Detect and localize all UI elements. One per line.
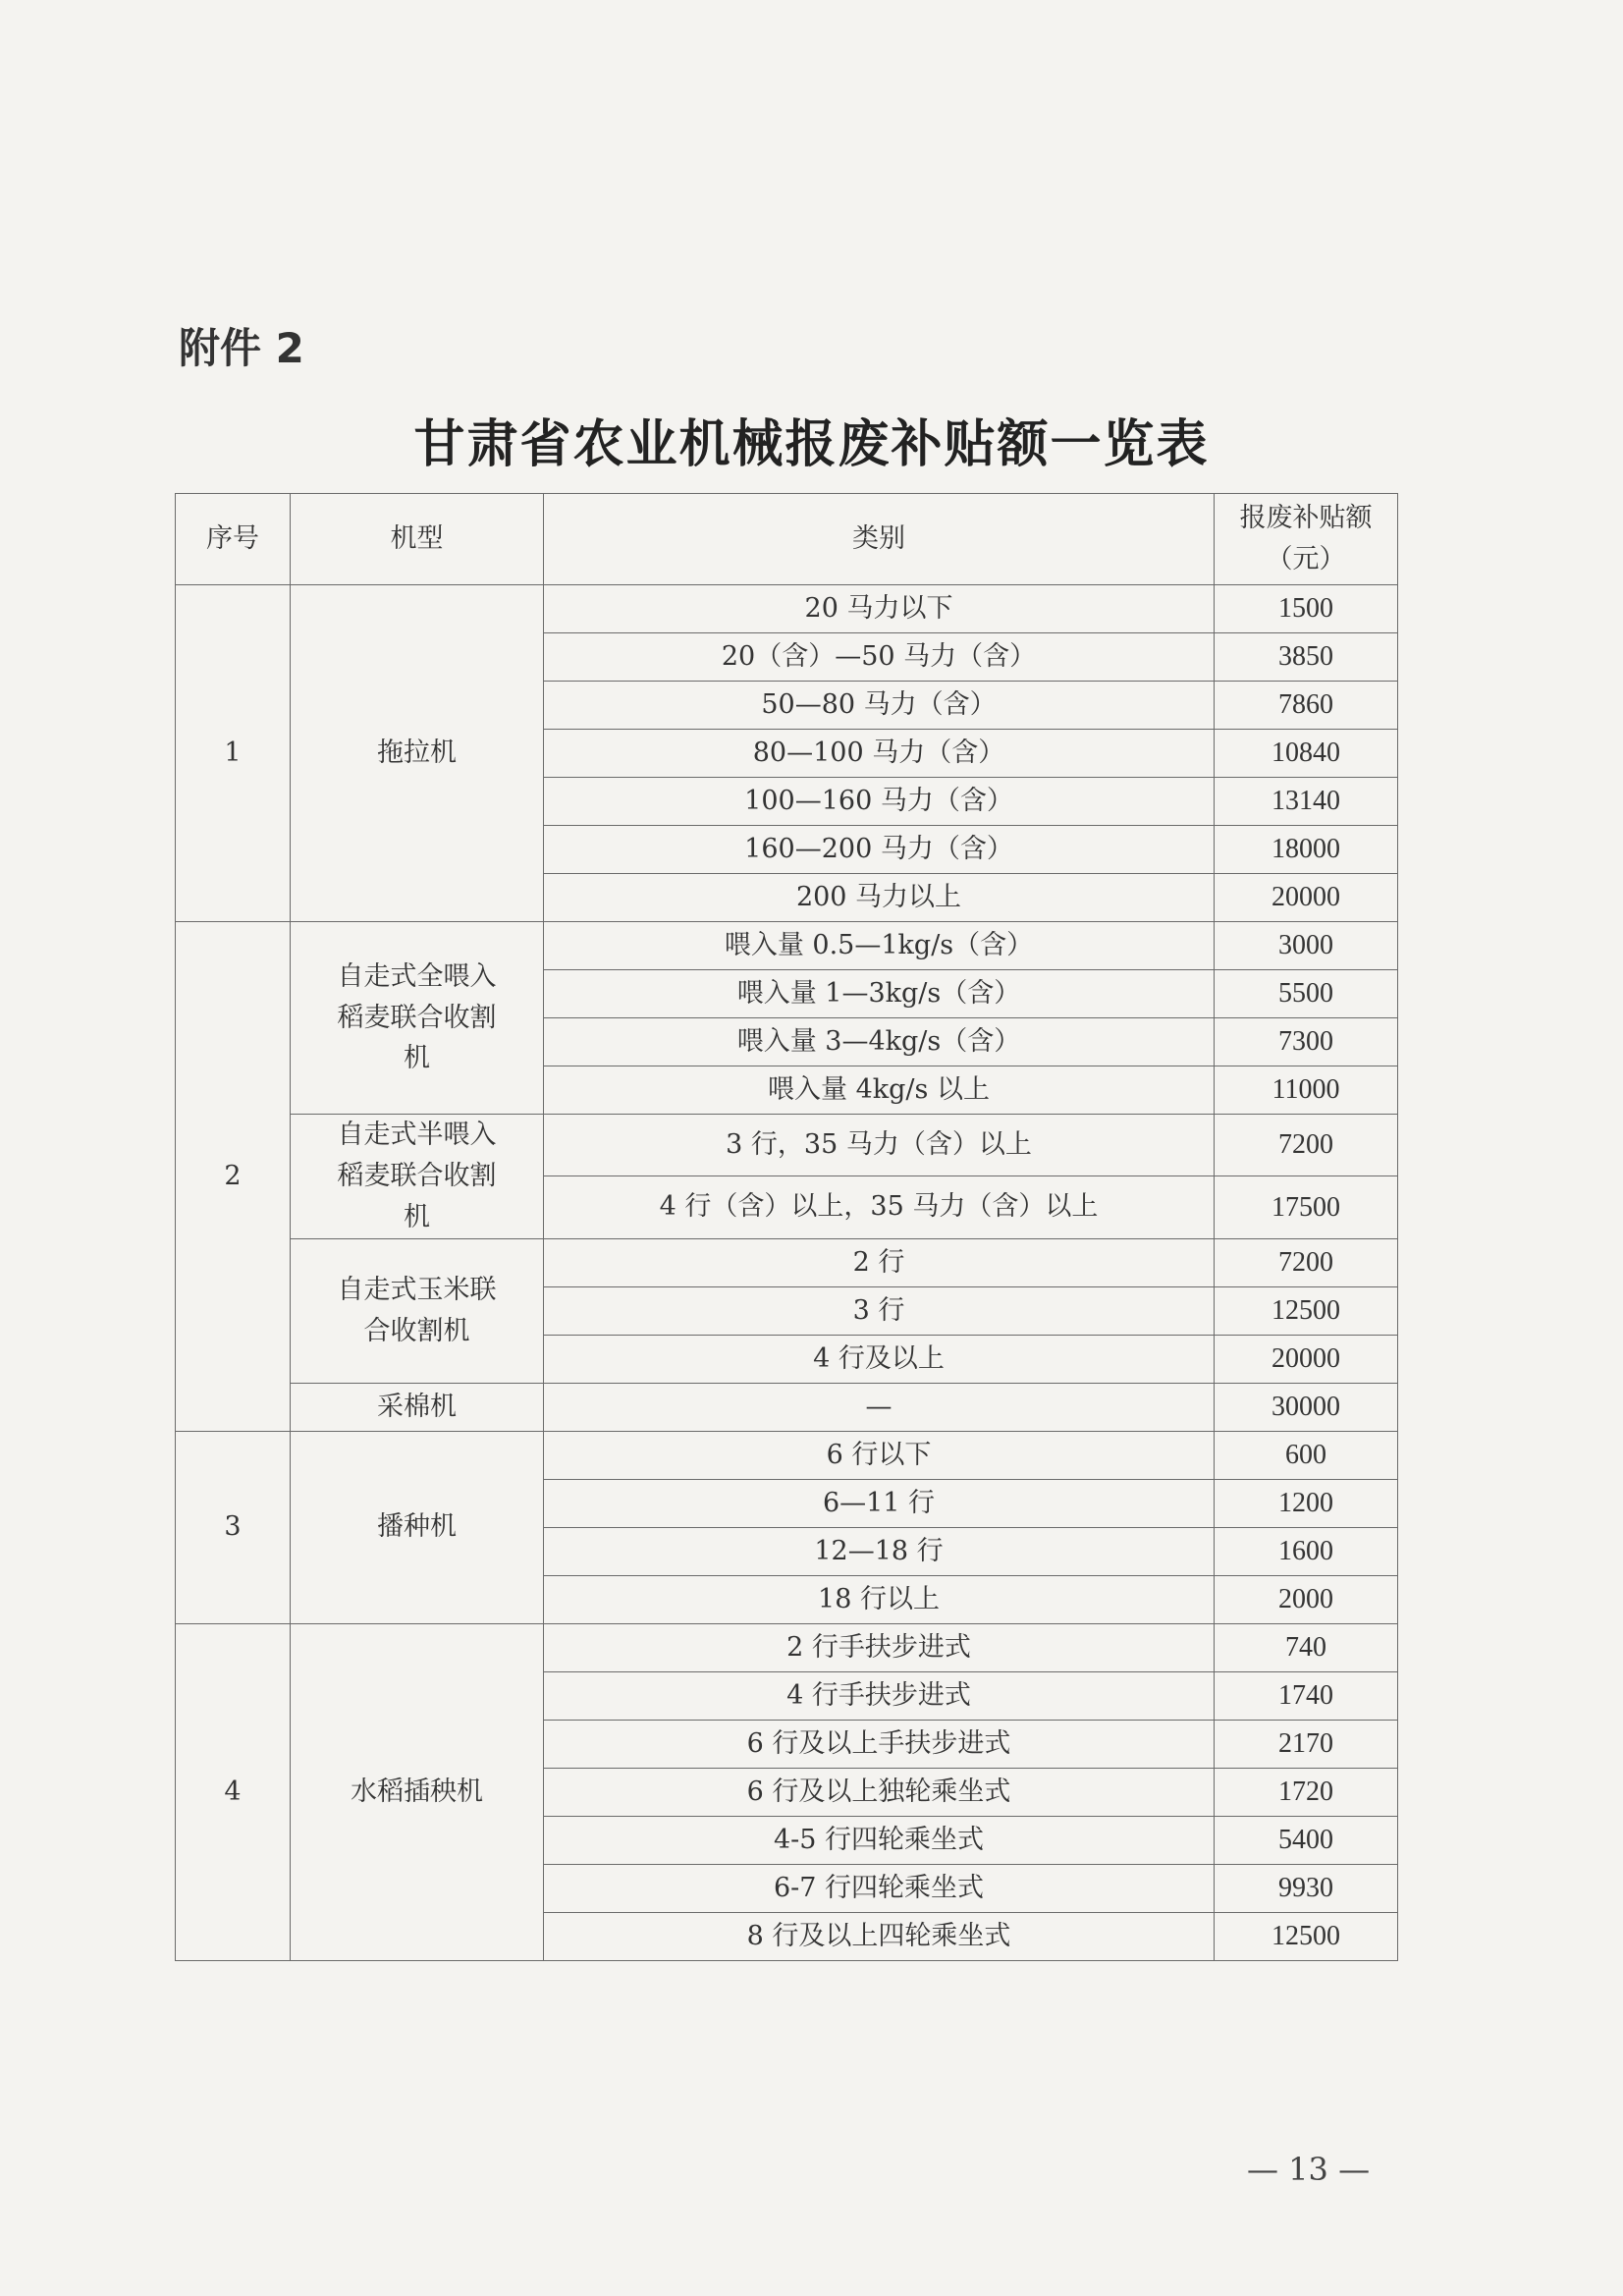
category-cell: 6 行以下 bbox=[544, 1431, 1215, 1479]
category-cell: 3 行，35 马力（含）以上 bbox=[544, 1115, 1215, 1176]
seq-cell: 1 bbox=[176, 585, 291, 922]
table-row bbox=[176, 1115, 1398, 1176]
subsidy-value-cell: 1200 bbox=[1215, 1479, 1398, 1527]
model-cell: 拖拉机 bbox=[291, 585, 544, 922]
subsidy-value-cell: 1740 bbox=[1215, 1671, 1398, 1720]
model-cell: 自走式玉米联合收割机 bbox=[291, 1238, 544, 1383]
category-cell: 160—200 马力（含） bbox=[544, 826, 1215, 874]
category-cell: 20 马力以下 bbox=[544, 585, 1215, 633]
category-cell: 6 行及以上手扶步进式 bbox=[544, 1720, 1215, 1768]
subsidy-value-cell: 12500 bbox=[1215, 1286, 1398, 1335]
subsidy-value-cell: 3000 bbox=[1215, 922, 1398, 970]
subsidy-value-cell: 9930 bbox=[1215, 1864, 1398, 1912]
subsidy-value-cell: 20000 bbox=[1215, 1335, 1398, 1383]
subsidy-value-cell: 12500 bbox=[1215, 1912, 1398, 1960]
subsidy-value-cell: 30000 bbox=[1215, 1383, 1398, 1431]
category-cell: 2 行 bbox=[544, 1238, 1215, 1286]
subsidy-value-cell: 5400 bbox=[1215, 1816, 1398, 1864]
category-cell: 喂入量 3—4kg/s（含） bbox=[544, 1018, 1215, 1066]
attachment-label: 附件 2 bbox=[179, 324, 304, 372]
header-subsidy: 报废补贴额（元） bbox=[1215, 494, 1398, 585]
category-cell: 4 行（含）以上，35 马力（含）以上 bbox=[544, 1176, 1215, 1238]
model-cell: 水稻插秧机 bbox=[291, 1623, 544, 1960]
subsidy-value-cell: 1720 bbox=[1215, 1768, 1398, 1816]
category-cell: 2 行手扶步进式 bbox=[544, 1623, 1215, 1671]
subsidy-value-cell: 1500 bbox=[1215, 585, 1398, 633]
category-cell: 20（含）—50 马力（含） bbox=[544, 633, 1215, 682]
subsidy-value-cell: 5500 bbox=[1215, 970, 1398, 1018]
seq-cell: 3 bbox=[176, 1431, 291, 1623]
subsidy-value-cell: 18000 bbox=[1215, 826, 1398, 874]
subsidy-table bbox=[175, 493, 1398, 1961]
category-cell: 8 行及以上四轮乘坐式 bbox=[544, 1912, 1215, 1960]
model-cell: 采棉机 bbox=[291, 1383, 544, 1431]
category-cell: 喂入量 1—3kg/s（含） bbox=[544, 970, 1215, 1018]
page-title: 甘肃省农业机械报废补贴额一览表 bbox=[413, 414, 1210, 474]
table-row bbox=[176, 922, 1398, 970]
category-cell: 喂入量 0.5—1kg/s（含） bbox=[544, 922, 1215, 970]
category-cell: 6-7 行四轮乘坐式 bbox=[544, 1864, 1215, 1912]
category-cell: 6 行及以上独轮乘坐式 bbox=[544, 1768, 1215, 1816]
subsidy-value-cell: 7300 bbox=[1215, 1018, 1398, 1066]
header-category: 类别 bbox=[544, 494, 1215, 585]
header-seq: 序号 bbox=[176, 494, 291, 585]
subsidy-value-cell: 7200 bbox=[1215, 1238, 1398, 1286]
category-cell: 4-5 行四轮乘坐式 bbox=[544, 1816, 1215, 1864]
subsidy-value-cell: 11000 bbox=[1215, 1066, 1398, 1115]
category-cell: 3 行 bbox=[544, 1286, 1215, 1335]
subsidy-value-cell: 740 bbox=[1215, 1623, 1398, 1671]
category-cell: 喂入量 4kg/s 以上 bbox=[544, 1066, 1215, 1115]
table-row bbox=[176, 1431, 1398, 1479]
seq-cell: 4 bbox=[176, 1623, 291, 1960]
subsidy-value-cell: 3850 bbox=[1215, 633, 1398, 682]
table-row bbox=[176, 1238, 1398, 1286]
category-cell: 4 行手扶步进式 bbox=[544, 1671, 1215, 1720]
model-cell: 播种机 bbox=[291, 1431, 544, 1623]
header-model: 机型 bbox=[291, 494, 544, 585]
category-cell: 100—160 马力（含） bbox=[544, 778, 1215, 826]
category-cell: 18 行以上 bbox=[544, 1575, 1215, 1623]
category-cell: 12—18 行 bbox=[544, 1527, 1215, 1575]
header-row bbox=[176, 494, 1398, 585]
table-row bbox=[176, 585, 1398, 633]
category-cell: 80—100 马力（含） bbox=[544, 730, 1215, 778]
category-cell: 6—11 行 bbox=[544, 1479, 1215, 1527]
subsidy-value-cell: 10840 bbox=[1215, 730, 1398, 778]
seq-cell: 2 bbox=[176, 922, 291, 1432]
subsidy-value-cell: 600 bbox=[1215, 1431, 1398, 1479]
subsidy-value-cell: 7860 bbox=[1215, 682, 1398, 730]
table-row bbox=[176, 1623, 1398, 1671]
subsidy-value-cell: 2170 bbox=[1215, 1720, 1398, 1768]
subsidy-value-cell: 20000 bbox=[1215, 874, 1398, 922]
subsidy-value-cell: 2000 bbox=[1215, 1575, 1398, 1623]
table-row bbox=[176, 1383, 1398, 1431]
subsidy-value-cell: 17500 bbox=[1215, 1176, 1398, 1238]
category-cell: 200 马力以上 bbox=[544, 874, 1215, 922]
page-number: — 13 — bbox=[1247, 2151, 1371, 2188]
subsidy-value-cell: 1600 bbox=[1215, 1527, 1398, 1575]
category-cell: — bbox=[544, 1383, 1215, 1431]
subsidy-value-cell: 7200 bbox=[1215, 1115, 1398, 1176]
model-cell: 自走式全喂入稻麦联合收割机 bbox=[291, 922, 544, 1115]
category-cell: 50—80 马力（含） bbox=[544, 682, 1215, 730]
category-cell: 4 行及以上 bbox=[544, 1335, 1215, 1383]
model-cell: 自走式半喂入稻麦联合收割机 bbox=[291, 1115, 544, 1239]
subsidy-value-cell: 13140 bbox=[1215, 778, 1398, 826]
